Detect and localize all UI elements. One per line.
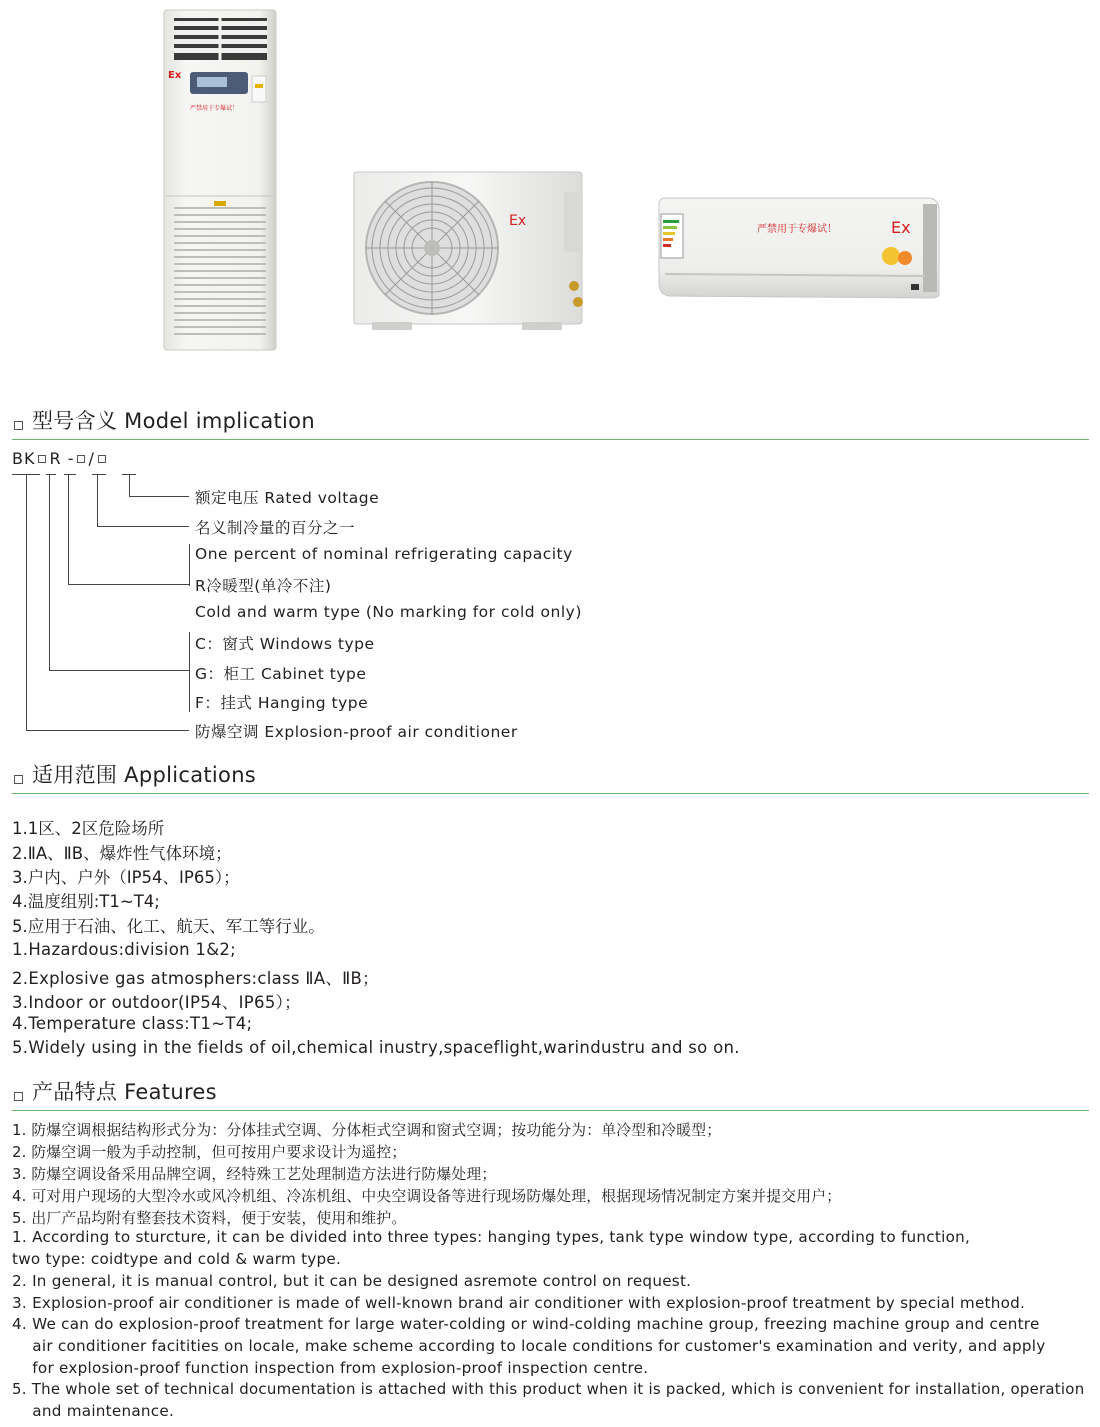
model-item-type-en: Cold and warm type (No marking for cold only) bbox=[195, 603, 582, 621]
model-code-r: R bbox=[49, 449, 62, 468]
model-item-cabinet: G：柜工 Cabinet type bbox=[195, 665, 367, 683]
feature-en-line: 5. The whole set of technical documentation is attached with this product when it is packed, which is convenient for installation, operation bbox=[12, 1380, 1085, 1398]
model-heading: 型号含义 Model implication bbox=[32, 409, 315, 433]
feature-en-line: 3. Explosion-proof air conditioner is made of well-known brand air conditioner with explosion-proof treatment by special method. bbox=[12, 1294, 1026, 1312]
model-item-capacity-cn: 名义制冷量的百分之一 bbox=[195, 519, 356, 537]
model-code-slash: / bbox=[88, 449, 95, 468]
model-section-header bbox=[12, 409, 1089, 440]
model-item-hanging: F：挂式 Hanging type bbox=[195, 694, 369, 712]
model-placeholder-box bbox=[98, 455, 106, 463]
application-cn-item: 2.ⅡA、ⅡB、爆炸性气体环境； bbox=[12, 844, 232, 863]
feature-en-line: for explosion-proof function inspection from explosion-proof inspection centre. bbox=[12, 1359, 649, 1377]
application-cn-item: 5.应用于石油、化工、航天、军工等行业。 bbox=[12, 917, 325, 936]
outdoor-unit-image bbox=[352, 168, 590, 336]
model-item-type-cn: R冷暖型(单冷不注) bbox=[195, 577, 332, 595]
feature-en-line: 2. In general, it is manual control, but it can be designed asremote control on request. bbox=[12, 1272, 692, 1290]
outdoor-ex-label: Ex bbox=[509, 213, 527, 229]
features-section-header bbox=[12, 1080, 1089, 1111]
application-en-item: 2.Explosive gas atmosphers:class ⅡA、ⅡB； bbox=[12, 969, 379, 988]
features-heading: 产品特点 Features bbox=[32, 1080, 217, 1104]
model-item-capacity-en: One percent of nominal refrigerating capacity bbox=[195, 545, 573, 563]
application-en-item: 3.Indoor or outdoor(IP54、IP65）； bbox=[12, 993, 301, 1012]
cabinet-ex-label: Ex bbox=[168, 70, 182, 81]
cabinet-ac-image bbox=[160, 8, 280, 353]
feature-cn-item: 1. 防爆空调根据结构形式分为：分体挂式空调、分体柜式空调和窗式空调；按功能分为：单冷型和冷暖型； bbox=[12, 1122, 722, 1139]
model-code bbox=[12, 449, 109, 468]
model-item-explosion-proof: 防爆空调 Explosion-proof air conditioner bbox=[195, 723, 518, 741]
application-en-item: 5.Widely using in the fields of oil,chemical inustry,spaceflight,warindustru and so on. bbox=[12, 1038, 740, 1057]
feature-en-line: two type: coidtype and cold & warm type. bbox=[12, 1250, 342, 1268]
feature-cn-item: 3. 防爆空调设备采用品牌空调，经特殊工艺处理制造方法进行防爆处理； bbox=[12, 1166, 497, 1183]
model-item-voltage: 额定电压 Rated voltage bbox=[195, 489, 380, 507]
application-cn-item: 3.户内、户外（IP54、IP65）； bbox=[12, 868, 240, 887]
application-cn-item: 1.1区、2区危险场所 bbox=[12, 819, 165, 838]
feature-cn-item: 4. 可对用户现场的大型冷水或风冷机组、冷冻机组、中央空调设备等进行现场防爆处理，根据现场情况制定方案并提交用户； bbox=[12, 1188, 842, 1205]
feature-en-line: air conditioner facitities on locale, make scheme according to locale conditions for customer's examination and verity, and apply bbox=[12, 1337, 1046, 1355]
cabinet-warning-label: 严禁用于专爆试！ bbox=[190, 105, 239, 112]
wall-warning-label: 严禁用于专爆试！ bbox=[757, 224, 837, 235]
model-code-prefix: BK bbox=[12, 449, 36, 468]
feature-en-line: 1. According to sturcture, it can be divided into three types: hanging types, tank type window type, according to function, bbox=[12, 1228, 971, 1246]
section-bullet-icon bbox=[14, 421, 23, 430]
wall-unit-image bbox=[655, 196, 943, 300]
application-en-item: 1.Hazardous:division 1&2; bbox=[12, 940, 237, 959]
feature-en-line: 4. We can do explosion-proof treatment for large water-colding or wind-colding machine group, freezing machine group and centre bbox=[12, 1315, 1040, 1333]
section-bullet-icon bbox=[14, 1092, 23, 1101]
model-code-dash: - bbox=[67, 449, 75, 468]
model-placeholder-box bbox=[77, 455, 85, 463]
feature-en-line: and maintenance. bbox=[12, 1402, 175, 1420]
model-item-window: C：窗式 Windows type bbox=[195, 635, 375, 653]
wall-ex-label: Ex bbox=[891, 218, 911, 237]
application-en-item: 4.Temperature class:T1~T4; bbox=[12, 1014, 253, 1033]
application-cn-item: 4.温度组别:T1~T4; bbox=[12, 892, 160, 911]
applications-heading: 适用范围 Applications bbox=[32, 763, 257, 787]
model-placeholder-box bbox=[38, 455, 46, 463]
section-bullet-icon bbox=[14, 775, 23, 784]
applications-section-header bbox=[12, 763, 1089, 794]
feature-cn-item: 2. 防爆空调一般为手动控制，但可按用户要求设计为遥控； bbox=[12, 1144, 407, 1161]
feature-cn-item: 5. 出厂产品均附有整套技术资料，便于安装，使用和维护。 bbox=[12, 1210, 407, 1227]
